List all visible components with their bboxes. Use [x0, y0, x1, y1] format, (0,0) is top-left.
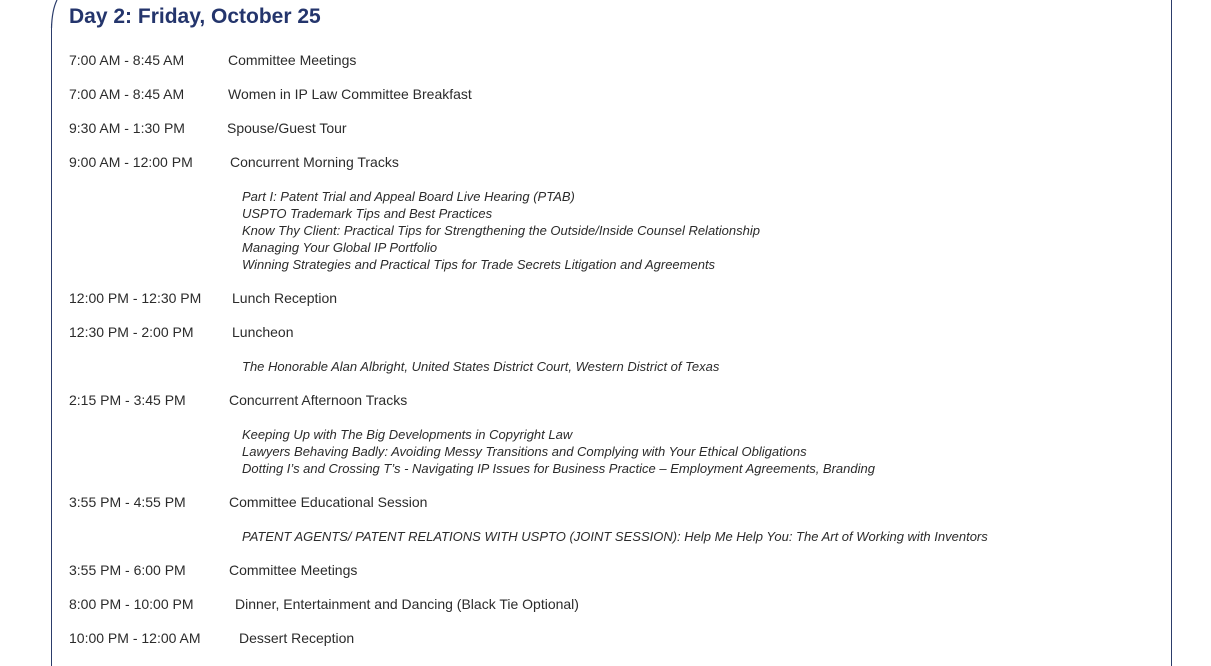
- session-item: Keeping Up with The Big Developments in Copyright Law: [242, 427, 573, 442]
- session-item: Lawyers Behaving Badly: Avoiding Messy Transitions and Complying with Your Ethical Obligations: [242, 444, 807, 459]
- schedule-event: Lunch Reception: [232, 290, 338, 306]
- day-title: Day 2: Friday, October 25: [69, 5, 321, 28]
- schedule-time: 12:00 PM - 12:30 PM: [69, 290, 202, 306]
- schedule-event: Committee Meetings: [229, 562, 358, 578]
- schedule-event: Spouse/Guest Tour: [227, 120, 347, 136]
- frame-right-border: [1171, 0, 1172, 666]
- schedule-time: 7:00 AM - 8:45 AM: [69, 52, 185, 68]
- session-item: Managing Your Global IP Portfolio: [242, 240, 438, 255]
- schedule-event: Committee Meetings: [228, 52, 357, 68]
- schedule-time: 7:00 AM - 8:45 AM: [69, 86, 185, 102]
- session-item: Part I: Patent Trial and Appeal Board Live Hearing (PTAB): [242, 189, 575, 204]
- schedule-event: Concurrent Morning Tracks: [230, 154, 399, 170]
- session-list: [242, 358, 719, 375]
- schedule-time: 10:00 PM - 12:00 AM: [69, 630, 201, 646]
- schedule-event: Women in IP Law Committee Breakfast: [228, 86, 472, 102]
- session-item: Winning Strategies and Practical Tips for Trade Secrets Litigation and Agreements: [242, 257, 716, 272]
- frame-left-border: [51, 24, 52, 666]
- schedule-time: 9:30 AM - 1:30 PM: [69, 120, 185, 136]
- session-item: USPTO Trademark Tips and Best Practices: [242, 206, 493, 221]
- session-list: [242, 188, 760, 273]
- schedule-event: Luncheon: [232, 324, 294, 340]
- schedule-event: Dinner, Entertainment and Dancing (Black Tie Optional): [235, 596, 579, 612]
- schedule-event: Concurrent Afternoon Tracks: [229, 392, 408, 408]
- schedule-time: 3:55 PM - 6:00 PM: [69, 562, 186, 578]
- session-item: PATENT AGENTS/ PATENT RELATIONS WITH USPTO (JOINT SESSION): Help Me Help You: The Art of Working with Inventors: [242, 529, 988, 544]
- schedule-time: 9:00 AM - 12:00 PM: [69, 154, 193, 170]
- schedule-time: 8:00 PM - 10:00 PM: [69, 596, 194, 612]
- session-item: Know Thy Client: Practical Tips for Strengthening the Outside/Inside Counsel Relationship: [242, 223, 760, 238]
- session-list: [242, 426, 875, 477]
- session-item: Dotting I’s and Crossing T’s - Navigating IP Issues for Business Practice – Employment Agreements, Branding: [242, 461, 875, 476]
- schedule-event: Committee Educational Session: [229, 494, 428, 510]
- schedule-time: 2:15 PM - 3:45 PM: [69, 392, 186, 408]
- schedule-time: 12:30 PM - 2:00 PM: [69, 324, 194, 340]
- schedule-event: Dessert Reception: [239, 630, 355, 646]
- schedule-time: 3:55 PM - 4:55 PM: [69, 494, 186, 510]
- session-list: [242, 528, 988, 545]
- frame-corner-curve: [48, 0, 60, 30]
- session-item: The Honorable Alan Albright, United States District Court, Western District of Texas: [242, 359, 720, 374]
